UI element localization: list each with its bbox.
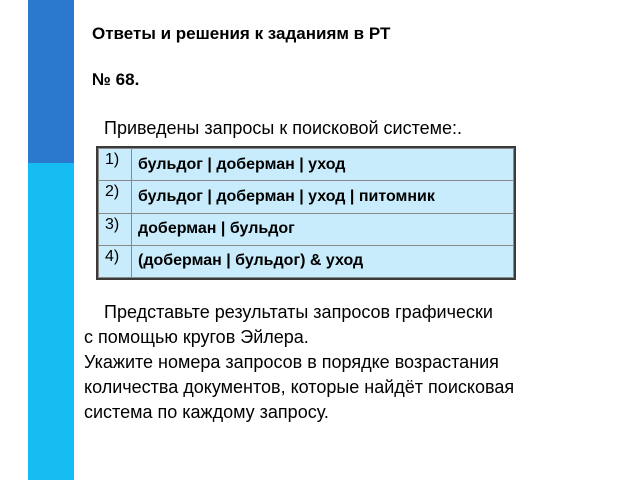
decorative-sidebar	[28, 0, 74, 480]
page-title: Ответы и решения к заданиям в РТ	[92, 24, 391, 43]
intro-text: Приведены запросы к поисковой системе:.	[104, 118, 463, 138]
task-line-text: Представьте результаты запросов графически	[104, 302, 493, 322]
query-text: бульдог | доберман | уход | питомник	[132, 181, 514, 213]
query-table	[96, 146, 516, 280]
sidebar-bottom-block	[28, 163, 74, 480]
task-line: Укажите номера запросов в порядке возрастания	[84, 352, 499, 372]
query-text: (доберман | бульдог) & уход	[132, 245, 514, 277]
query-number: 4)	[99, 245, 132, 277]
task-line: система по каждому запросу.	[84, 402, 329, 422]
query-table-grid	[98, 148, 514, 278]
sidebar-top-block	[28, 0, 74, 163]
table-row	[99, 213, 514, 245]
query-number: 2)	[99, 181, 132, 213]
task-line	[84, 300, 624, 325]
query-number: 3)	[99, 213, 132, 245]
query-number: 1)	[99, 149, 132, 181]
table-row	[99, 245, 514, 277]
table-row	[99, 149, 514, 181]
query-text: доберман | бульдог	[132, 213, 514, 245]
query-text: бульдог | доберман | уход	[132, 149, 514, 181]
table-row	[99, 181, 514, 213]
task-number: № 68.	[92, 70, 140, 89]
task-line: количества документов, которые найдёт поисковая	[84, 377, 515, 397]
task-line: с помощью кругов Эйлера.	[84, 327, 309, 347]
task-description	[84, 300, 624, 425]
